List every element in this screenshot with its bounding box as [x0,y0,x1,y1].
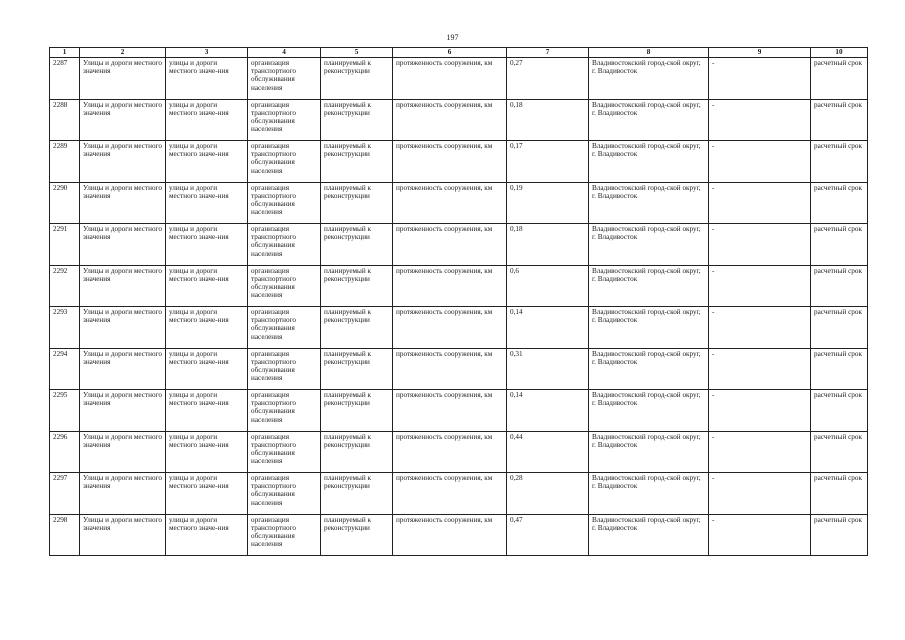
value-cell: 0,27 [507,58,589,100]
indicator-cell: протяженность сооружения, км [393,431,507,473]
location-cell: Владивостокский город-ской округ, г. Владивосток [589,58,709,100]
indicator-cell: протяженность сооружения, км [393,348,507,390]
table-row [50,182,868,224]
value-cell: 0,6 [507,265,589,307]
purpose-cell: организация транспортного обслуживания населения [248,473,321,515]
column-header-1: 1 [50,48,80,58]
table-row [50,307,868,349]
purpose-cell: организация транспортного обслуживания населения [248,390,321,432]
table-row [50,58,868,100]
location-cell: Владивостокский город-ской округ, г. Владивосток [589,224,709,266]
location-cell: Владивостокский город-ской округ, г. Владивосток [589,348,709,390]
value-cell: 0,44 [507,431,589,473]
term-cell: расчетный срок [811,473,868,515]
object-type-cell: улицы и дороги местного значе-ния [166,182,248,224]
table-row [50,265,868,307]
term-cell: расчетный срок [811,224,868,266]
table-row [50,99,868,141]
zone-cell: - [709,307,811,349]
column-header-2: 2 [80,48,166,58]
zone-cell: - [709,99,811,141]
location-cell: Владивостокский город-ской округ, г. Владивосток [589,473,709,515]
zone-cell: - [709,514,811,556]
indicator-cell: протяженность сооружения, км [393,99,507,141]
row-number: 2293 [50,307,80,349]
status-cell: планируемый к реконструкции [321,265,393,307]
term-cell: расчетный срок [811,348,868,390]
object-type-cell: улицы и дороги местного значе-ния [166,431,248,473]
table-body [50,58,868,556]
status-cell: планируемый к реконструкции [321,431,393,473]
zone-cell: - [709,182,811,224]
table-row [50,348,868,390]
zone-cell: - [709,224,811,266]
purpose-cell: организация транспортного обслуживания населения [248,265,321,307]
row-number: 2287 [50,58,80,100]
zone-cell: - [709,348,811,390]
table-row [50,431,868,473]
header-row [50,48,868,58]
object-name-cell: Улицы и дороги местного значения [80,265,166,307]
zone-cell: - [709,265,811,307]
row-number: 2292 [50,265,80,307]
status-cell: планируемый к реконструкции [321,224,393,266]
status-cell: планируемый к реконструкции [321,473,393,515]
row-number: 2297 [50,473,80,515]
purpose-cell: организация транспортного обслуживания населения [248,514,321,556]
row-number: 2290 [50,182,80,224]
term-cell: расчетный срок [811,265,868,307]
indicator-cell: протяженность сооружения, км [393,265,507,307]
row-number: 2294 [50,348,80,390]
table-row [50,473,868,515]
purpose-cell: организация транспортного обслуживания населения [248,99,321,141]
status-cell: планируемый к реконструкции [321,182,393,224]
object-name-cell: Улицы и дороги местного значения [80,99,166,141]
table-row [50,390,868,432]
status-cell: планируемый к реконструкции [321,307,393,349]
row-number: 2298 [50,514,80,556]
value-cell: 0,18 [507,99,589,141]
purpose-cell: организация транспортного обслуживания населения [248,141,321,183]
object-name-cell: Улицы и дороги местного значения [80,58,166,100]
value-cell: 0,19 [507,182,589,224]
term-cell: расчетный срок [811,58,868,100]
purpose-cell: организация транспортного обслуживания населения [248,307,321,349]
value-cell: 0,14 [507,390,589,432]
object-type-cell: улицы и дороги местного значе-ния [166,141,248,183]
status-cell: планируемый к реконструкции [321,99,393,141]
table-row [50,514,868,556]
indicator-cell: протяженность сооружения, км [393,58,507,100]
row-number: 2295 [50,390,80,432]
row-number: 2289 [50,141,80,183]
term-cell: расчетный срок [811,431,868,473]
status-cell: планируемый к реконструкции [321,390,393,432]
object-type-cell: улицы и дороги местного значе-ния [166,58,248,100]
row-number: 2296 [50,431,80,473]
zone-cell: - [709,141,811,183]
object-type-cell: улицы и дороги местного значе-ния [166,473,248,515]
row-number: 2288 [50,99,80,141]
zone-cell: - [709,431,811,473]
location-cell: Владивостокский город-ской округ, г. Владивосток [589,182,709,224]
value-cell: 0,14 [507,307,589,349]
object-name-cell: Улицы и дороги местного значения [80,182,166,224]
object-type-cell: улицы и дороги местного значе-ния [166,390,248,432]
column-header-5: 5 [321,48,393,58]
register-table [49,47,868,556]
indicator-cell: протяженность сооружения, км [393,473,507,515]
indicator-cell: протяженность сооружения, км [393,182,507,224]
column-header-6: 6 [393,48,507,58]
term-cell: расчетный срок [811,141,868,183]
object-type-cell: улицы и дороги местного значе-ния [166,99,248,141]
location-cell: Владивостокский город-ской округ, г. Владивосток [589,99,709,141]
column-header-7: 7 [507,48,589,58]
object-type-cell: улицы и дороги местного значе-ния [166,307,248,349]
object-name-cell: Улицы и дороги местного значения [80,348,166,390]
location-cell: Владивостокский город-ской округ, г. Владивосток [589,141,709,183]
term-cell: расчетный срок [811,182,868,224]
zone-cell: - [709,473,811,515]
object-type-cell: улицы и дороги местного значе-ния [166,514,248,556]
object-name-cell: Улицы и дороги местного значения [80,141,166,183]
purpose-cell: организация транспортного обслуживания населения [248,431,321,473]
object-name-cell: Улицы и дороги местного значения [80,307,166,349]
indicator-cell: протяженность сооружения, км [393,514,507,556]
purpose-cell: организация транспортного обслуживания населения [248,182,321,224]
purpose-cell: организация транспортного обслуживания населения [248,58,321,100]
status-cell: планируемый к реконструкции [321,141,393,183]
location-cell: Владивостокский город-ской округ, г. Владивосток [589,265,709,307]
zone-cell: - [709,390,811,432]
status-cell: планируемый к реконструкции [321,58,393,100]
column-header-10: 10 [811,48,868,58]
term-cell: расчетный срок [811,99,868,141]
object-name-cell: Улицы и дороги местного значения [80,390,166,432]
object-type-cell: улицы и дороги местного значе-ния [166,265,248,307]
status-cell: планируемый к реконструкции [321,348,393,390]
column-header-8: 8 [589,48,709,58]
location-cell: Владивостокский город-ской округ, г. Владивосток [589,431,709,473]
purpose-cell: организация транспортного обслуживания населения [248,224,321,266]
value-cell: 0,18 [507,224,589,266]
object-name-cell: Улицы и дороги местного значения [80,473,166,515]
value-cell: 0,31 [507,348,589,390]
indicator-cell: протяженность сооружения, км [393,141,507,183]
column-header-3: 3 [166,48,248,58]
location-cell: Владивостокский город-ской округ, г. Владивосток [589,390,709,432]
value-cell: 0,28 [507,473,589,515]
object-name-cell: Улицы и дороги местного значения [80,514,166,556]
table-row [50,141,868,183]
page-number: 197 [446,33,459,42]
purpose-cell: организация транспортного обслуживания населения [248,348,321,390]
indicator-cell: протяженность сооружения, км [393,390,507,432]
object-name-cell: Улицы и дороги местного значения [80,224,166,266]
object-name-cell: Улицы и дороги местного значения [80,431,166,473]
location-cell: Владивостокский город-ской округ, г. Владивосток [589,514,709,556]
object-type-cell: улицы и дороги местного значе-ния [166,348,248,390]
term-cell: расчетный срок [811,307,868,349]
object-type-cell: улицы и дороги местного значе-ния [166,224,248,266]
table-row [50,224,868,266]
indicator-cell: протяженность сооружения, км [393,307,507,349]
column-header-9: 9 [709,48,811,58]
location-cell: Владивостокский город-ской округ, г. Владивосток [589,307,709,349]
term-cell: расчетный срок [811,390,868,432]
row-number: 2291 [50,224,80,266]
indicator-cell: протяженность сооружения, км [393,224,507,266]
zone-cell: - [709,58,811,100]
term-cell: расчетный срок [811,514,868,556]
value-cell: 0,47 [507,514,589,556]
column-header-4: 4 [248,48,321,58]
value-cell: 0,17 [507,141,589,183]
status-cell: планируемый к реконструкции [321,514,393,556]
